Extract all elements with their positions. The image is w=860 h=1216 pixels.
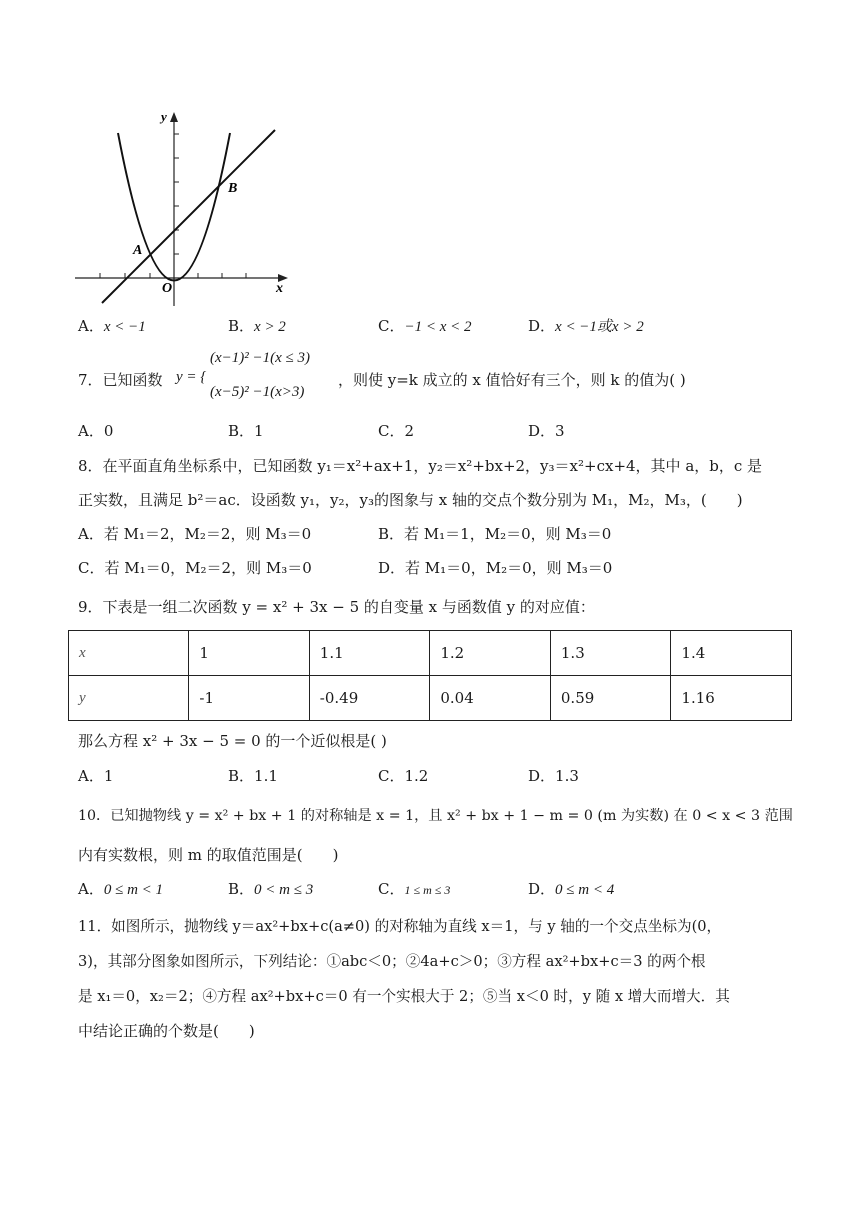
function-graph (70, 108, 300, 308)
q8-option-d[interactable]: D．若 M₁＝0，M₂＝0，则 M₃＝0 (378, 559, 613, 577)
q6-options (78, 314, 778, 338)
q8-option-b[interactable]: B．若 M₁＝1，M₂＝0，则 M₃＝0 (378, 525, 612, 543)
q8-options-row-1 (78, 522, 778, 546)
table-cell: -0.49 (309, 676, 430, 721)
table-cell: 1.4 (671, 631, 792, 676)
label-origin: O (162, 281, 173, 296)
x-axis-ticks (100, 273, 246, 278)
table-cell: 1.3 (550, 631, 671, 676)
q7-suffix: ，则使 y=k 成立的 x 值恰好有三个，则 k 的值为( ) (338, 371, 686, 389)
q9-question: 那么方程 x² + 3x − 5 = 0 的一个近似根是( ) (78, 732, 387, 750)
q9-stem: 9．下表是一组二次函数 y = x² + 3x − 5 的自变量 x 与函数值 y 的对应值： (78, 598, 595, 616)
q7-option-a[interactable]: A．0 (78, 422, 114, 440)
table-header-y: y (69, 676, 189, 721)
q10-options (78, 877, 778, 901)
table-header-x: x (69, 631, 189, 676)
q11-stem-line-1: 11．如图所示，抛物线 y＝ax²+bx+c(a≠0) 的对称轴为直线 x＝1，与 y 轴的一个交点坐标为(0， (78, 918, 722, 935)
q10-stem-line-1: 10．已知抛物线 y = x² + bx + 1 的对称轴是 x = 1，且 x² + bx + 1 − m = 0 (m 为实数) 在 0 < x < 3 范围 (78, 808, 793, 824)
table-cell: 1.1 (309, 631, 430, 676)
table-row-y (69, 676, 792, 721)
q7-options (78, 419, 778, 443)
q7-prefix: 7．已知函数 (78, 371, 163, 389)
table-row-x (69, 631, 792, 676)
q6-option-d[interactable]: D．x < −1或x > 2 (528, 317, 644, 335)
q10-option-c[interactable]: C．1 ≤ m ≤ 3 (378, 880, 451, 898)
straight-line (102, 130, 275, 303)
q11-stem-line-3: 是 x₁＝0，x₂＝2；④方程 ax²+bx+c＝0 有一个实根大于 2；⑤当 x＜0 时，y 随 x 增大而增大．其 (78, 988, 730, 1005)
table-cell: 1 (189, 631, 309, 676)
q7-option-c[interactable]: C．2 (378, 422, 415, 440)
y-axis-ticks (174, 134, 179, 254)
label-point-b: B (228, 181, 238, 196)
q10-option-a[interactable]: A．0 ≤ m < 1 (78, 880, 164, 898)
q9-option-c[interactable]: C．1.2 (378, 767, 429, 785)
q9-options (78, 764, 778, 788)
q10-option-b[interactable]: B．0 < m ≤ 3 (228, 880, 314, 898)
q7-case-2: (x−5)² −1(x>3) (210, 384, 305, 400)
label-y: y (161, 109, 167, 124)
q8-options-row-2 (78, 556, 778, 580)
q8-stem-line-1: 8．在平面直角坐标系中，已知函数 y₁＝x²+ax+1，y₂＝x²+bx+2，y₃＝x²+cx+4，其中 a，b，c 是 (78, 457, 763, 475)
q9-option-b[interactable]: B．1.1 (228, 767, 278, 785)
q11-stem-line-4: 中结论正确的个数是( ) (78, 1022, 255, 1040)
q6-option-a[interactable]: A．x < −1 (78, 317, 146, 335)
q6-option-b[interactable]: B．x > 2 (228, 317, 286, 335)
label-x: x (276, 281, 283, 296)
q9-option-d[interactable]: D．1.3 (528, 767, 579, 785)
table-cell: 0.59 (550, 676, 671, 721)
q11-stem-line-2: 3)，其部分图象如图所示，下列结论：①abc＜0；②4a+c＞0；③方程 ax²+bx+c＝3 的两个根 (78, 953, 706, 970)
label-point-a: A (133, 243, 143, 258)
q9-option-a[interactable]: A．1 (78, 767, 114, 785)
q10-option-d[interactable]: D．0 ≤ m < 4 (528, 880, 615, 898)
q10-stem-line-2: 内有实数根，则 m 的取值范围是( ) (78, 846, 339, 864)
y-axis-arrow (170, 112, 178, 122)
q6-option-c[interactable]: C．−1 < x < 2 (378, 317, 472, 335)
q7-func-name: y = { (176, 369, 207, 385)
table-cell: 1.16 (671, 676, 792, 721)
q8-stem-line-2: 正实数，且满足 b²＝ac．设函数 y₁，y₂，y₃的图象与 x 轴的交点个数分别为 M₁，M₂，M₃，( ) (78, 491, 743, 509)
table-cell: 0.04 (430, 676, 551, 721)
q8-option-c[interactable]: C．若 M₁＝0，M₂＝2，则 M₃＝0 (78, 559, 312, 577)
q7-option-b[interactable]: B．1 (228, 422, 264, 440)
table-cell: 1.2 (430, 631, 551, 676)
q9-value-table (68, 630, 792, 721)
q8-option-a[interactable]: A．若 M₁＝2，M₂＝2，则 M₃＝0 (78, 525, 312, 543)
q7-case-1: (x−1)² −1(x ≤ 3) (210, 350, 311, 366)
table-cell: -1 (189, 676, 309, 721)
q7-option-d[interactable]: D．3 (528, 422, 565, 440)
